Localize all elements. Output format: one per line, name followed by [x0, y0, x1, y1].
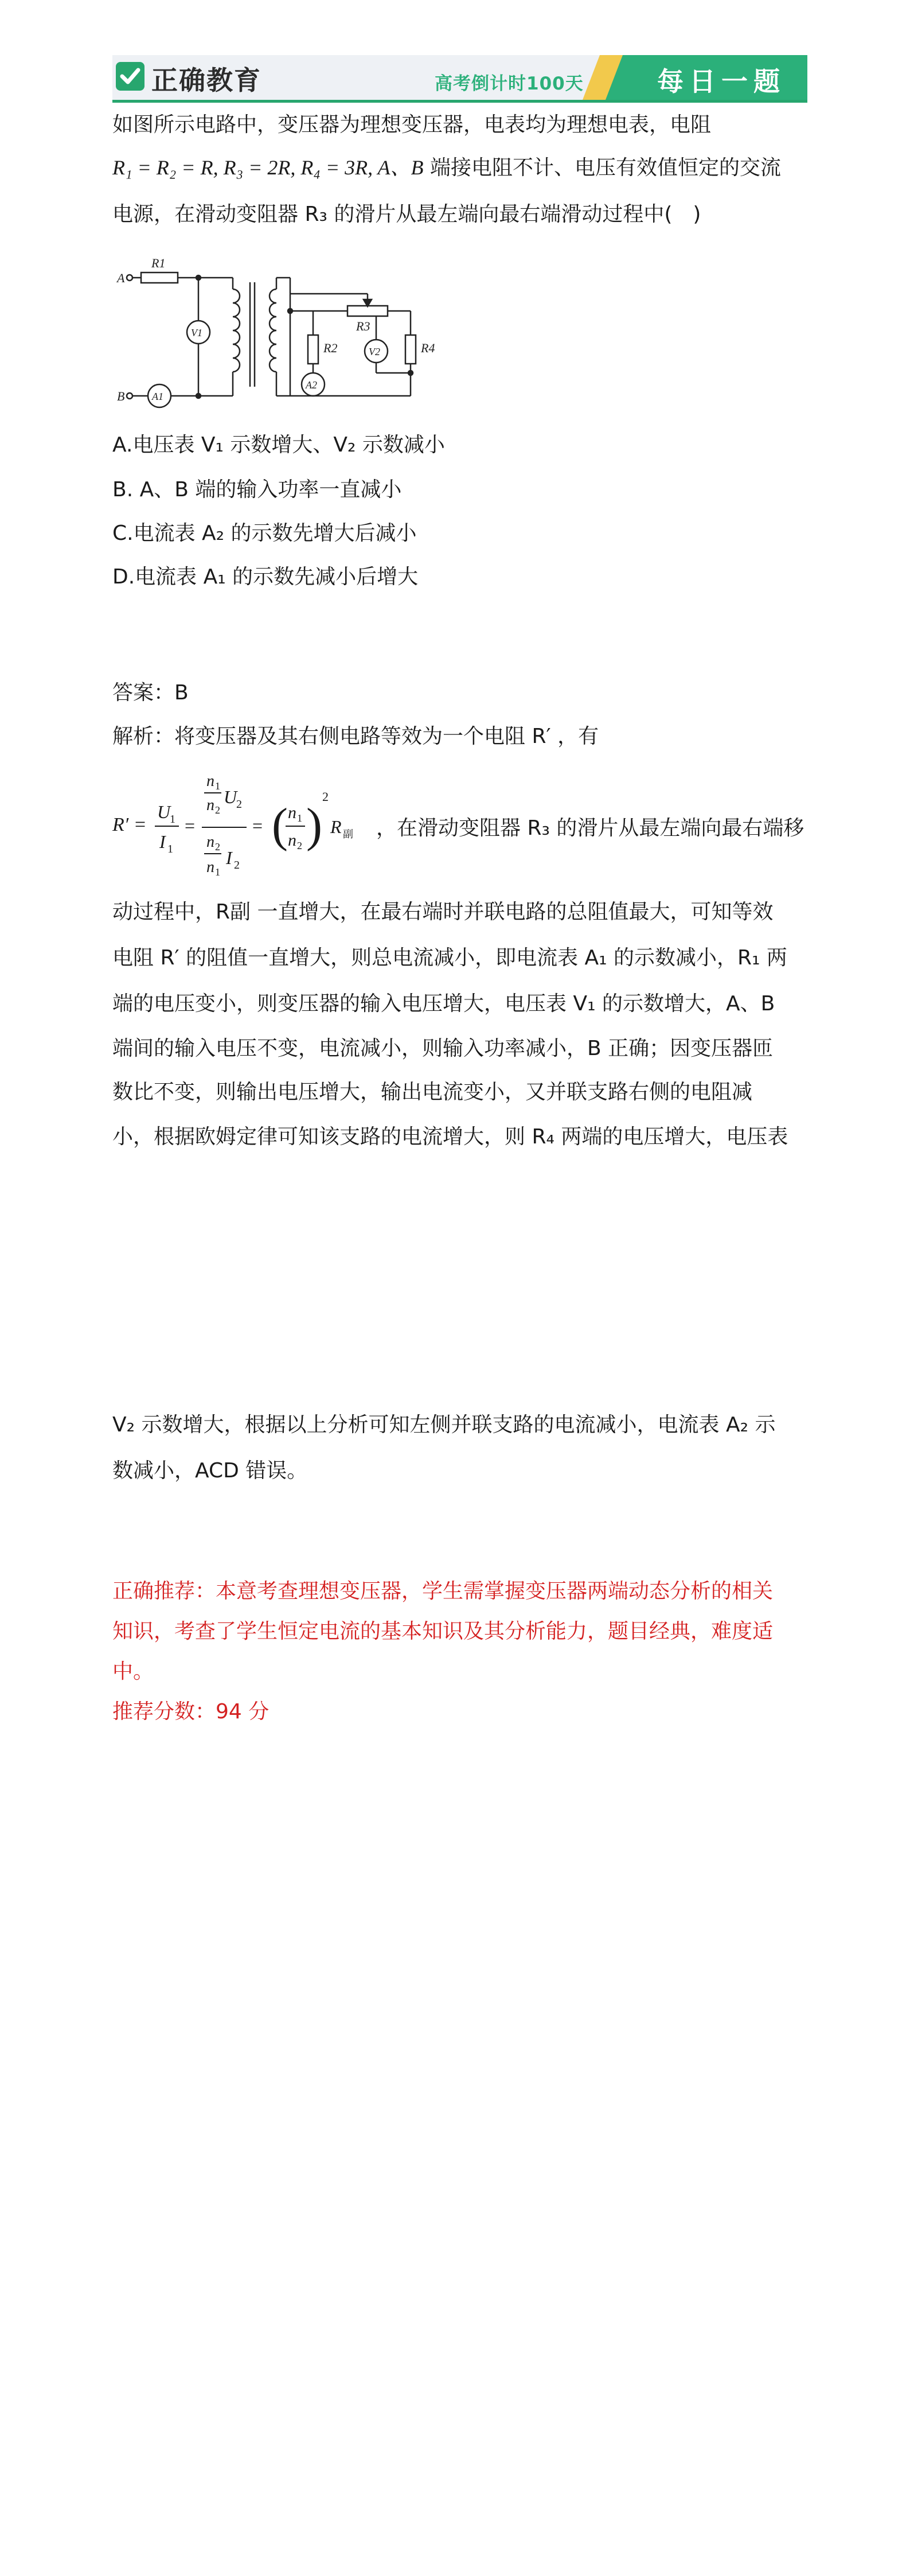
formula-u1: U [157, 801, 171, 822]
label-r4: R4 [421, 341, 435, 355]
recommend-score: 推荐分数：94 分 [112, 1700, 270, 1723]
label-r3: R3 [356, 319, 370, 333]
analysis-line-1: 动过程中，R副 一直增大，在最右端时并联电路的总阻值最大，可知等效 [112, 900, 774, 924]
question-line-2 [112, 155, 781, 181]
formula-r-secondary: R [330, 816, 342, 837]
header-banner [112, 55, 807, 100]
formula-i1: I [159, 831, 166, 852]
formula-n2-bot: n [206, 833, 214, 851]
formula-u2-sub: 2 [236, 798, 242, 811]
recommend-line-1: 正确推荐：本意考查理想变压器，学生需掌握变压器两端动态分析的相关 [112, 1579, 774, 1603]
analysis-line-7: V₂ 示数增大，根据以上分析可知左侧并联支路的电流减小，电流表 A₂ 示 [112, 1413, 776, 1437]
formula-eq-2: = [252, 815, 263, 836]
label-b: B [117, 389, 125, 403]
analysis-line-6: 小，根据欧姆定律可知该支路的电流增大，则 R₄ 两端的电压增大，电压表 [112, 1125, 788, 1149]
circuit-diagram [112, 243, 456, 415]
formula-n1-paren: n [288, 803, 296, 822]
equivalent-resistance-formula [112, 763, 376, 889]
formula-r-secondary-sub: 副 [343, 828, 353, 840]
check-icon [116, 62, 144, 91]
secondary-coil [270, 289, 276, 372]
label-v1: V1 [191, 327, 202, 338]
analysis-line-8: 数减小，ACD 错误。 [112, 1459, 308, 1482]
formula-paren-right: ) [306, 799, 322, 852]
formula-i2: I [226, 847, 232, 868]
formula-lhs: R′ = [112, 814, 147, 835]
primary-coil [233, 289, 240, 372]
analysis-line-3: 端的电压变小，则变压器的输入电压增大，电压表 V₁ 的示数增大，A、B [112, 992, 775, 1015]
question-line-1: 如图所示电路中，变压器为理想变压器，电表均为理想电表，电阻 [112, 113, 712, 137]
formula-exponent: 2 [322, 789, 329, 804]
label-a2: A2 [306, 379, 317, 391]
answer-label: 答案：B [112, 681, 189, 705]
formula-n1-top: n [206, 772, 214, 790]
daily-question-label: 每日一题 [657, 66, 786, 97]
label-a: A [117, 271, 125, 285]
formula-i2-sub: 2 [234, 859, 240, 871]
question-resistor-equation: R₁ = R₂ = R, R₃ = 2R, R₄ = 3R, A、B [112, 156, 424, 179]
formula-n1-bot-sub: 1 [215, 866, 220, 878]
formula-i1-sub: 1 [167, 843, 173, 855]
formula-n2-paren: n [288, 831, 296, 850]
formula-n1-top-sub: 1 [215, 780, 220, 792]
question-line-2-text: 端接电阻不计、电压有效值恒定的交流 [423, 156, 781, 180]
label-r2: R2 [323, 341, 338, 355]
countdown-text: 高考倒计时100天 [435, 73, 584, 94]
recommend-line-2: 知识，考查了学生恒定电流的基本知识及其分析能力，题目经典，难度适 [112, 1620, 774, 1643]
terminal-b [127, 393, 132, 399]
terminal-a [127, 275, 132, 281]
analysis-intro: 解析：将变压器及其右侧电路等效为一个电阻 R′ ，有 [112, 725, 599, 748]
option-b: B. A、B 端的输入功率一直减小 [112, 478, 402, 501]
formula-u1-sub: 1 [170, 813, 175, 826]
option-a: A.电压表 V₁ 示数增大、V₂ 示数减小 [112, 433, 445, 457]
brand-name: 正确教育 [151, 65, 261, 96]
analysis-line-2: 电阻 R′ 的阻值一直增大，则总电流减小，即电流表 A₁ 的示数减小，R₁ 两 [112, 946, 787, 970]
resistor-r2 [308, 335, 318, 364]
formula-n1-bot: n [206, 858, 214, 876]
recommend-line-3: 中。 [112, 1660, 154, 1683]
formula-paren-left: ( [272, 799, 288, 852]
analysis-line-4: 端间的输入电压不变，电流减小，则输入功率减小，B 正确；因变压器匝 [112, 1037, 774, 1060]
label-r1: R1 [151, 256, 166, 270]
question-line-3: 电源，在滑动变阻器 R₃ 的滑片从最左端向最右端滑动过程中( ) [112, 203, 701, 226]
formula-eq-1: = [185, 815, 196, 836]
label-a1: A1 [152, 391, 163, 402]
formula-n2-top: n [206, 796, 214, 814]
resistor-r4 [405, 335, 416, 364]
header-divider [112, 100, 807, 103]
formula-u2: U [224, 787, 237, 807]
resistor-r1 [141, 273, 178, 283]
formula-n2-bot-sub: 2 [215, 841, 220, 853]
formula-n2-paren-sub: 2 [297, 840, 302, 851]
formula-n1-paren-sub: 1 [297, 812, 302, 824]
option-d: D.电流表 A₁ 的示数先减小后增大 [112, 565, 419, 589]
formula-tail: ，在滑动变阻器 R₃ 的滑片从最左端向最右端移 [376, 816, 804, 840]
label-v2: V2 [369, 346, 380, 357]
option-c: C.电流表 A₂ 的示数先增大后减小 [112, 522, 417, 545]
formula-n2-top-sub: 2 [215, 804, 220, 816]
analysis-line-5: 数比不变，则输出电压增大，输出电流变小，又并联支路右侧的电阻减 [112, 1080, 753, 1104]
